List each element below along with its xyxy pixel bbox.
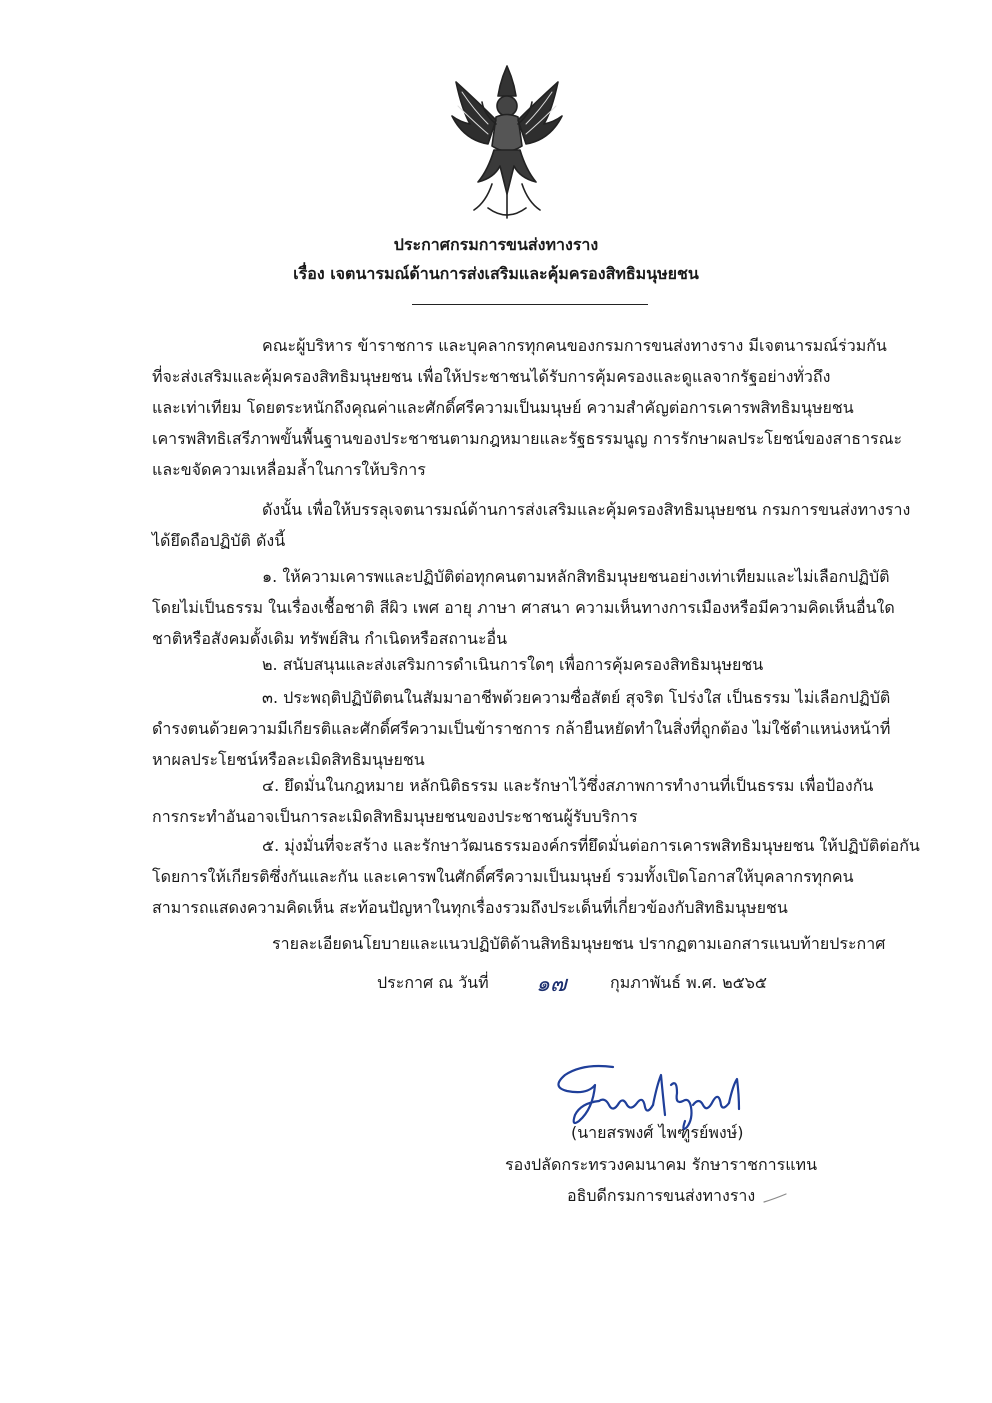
- paragraph-line: เคารพสิทธิเสรีภาพขั้นพื้นฐานของประชาชนตามกฎหมายและรัฐธรรมนูญ การรักษาผลประโยชน์ของสาธารณะ: [152, 429, 903, 448]
- list-item-line: ๕. มุ่งมั่นที่จะสร้าง และรักษาวัฒนธรรมองค์กรที่ยึดมั่นต่อการเคารพสิทธิมนุษยชน ให้ปฏิบัติต่อกัน: [262, 836, 920, 855]
- list-item-line: โดยไม่เป็นธรรม ในเรื่องเชื้อชาติ สีผิว เพศ อายุ ภาษา ศาสนา ความเห็นทางการเมืองหรือมีความคิดเห็นอื่นใด: [152, 598, 895, 617]
- paragraph-line: ที่จะส่งเสริมและคุ้มครองสิทธิมนุษยชน เพื่อให้ประชาชนได้รับการคุ้มครองและดูแลจากรัฐอย่างทั่วถึง: [152, 367, 831, 386]
- paragraph-line: และขจัดความเหลื่อมล้ำในการให้บริการ: [152, 460, 426, 479]
- paragraph-line: ได้ยึดถือปฏิบัติ ดังนี้: [152, 531, 286, 550]
- list-item-line: ๑. ให้ความเคารพและปฏิบัติต่อทุกคนตามหลักสิทธิมนุษยชนอย่างเท่าเทียมและไม่เลือกปฏิบัติ: [262, 567, 890, 586]
- list-item-line: ๒. สนับสนุนและส่งเสริมการดำเนินการใดๆ เพื่อการคุ้มครองสิทธิมนุษยชน: [262, 655, 764, 674]
- garuda-emblem-icon: [448, 62, 566, 222]
- paragraph-line: ดังนั้น เพื่อให้บรรลุเจตนารมณ์ด้านการส่งเสริมและคุ้มครองสิทธิมนุษยชน กรมการขนส่งทางราง: [262, 500, 911, 519]
- list-item-line: หาผลประโยชน์หรือละเมิดสิทธิมนุษยชน: [152, 750, 425, 769]
- paragraph-line: และเท่าเทียม โดยตระหนักถึงคุณค่าและศักดิ์ศรีความเป็นมนุษย์ ความสำคัญต่อการเคารพสิทธิมนุษยชน: [152, 398, 854, 417]
- announcement-title: ประกาศกรมการขนส่งทางราง: [393, 235, 599, 254]
- paragraph-line: คณะผู้บริหาร ข้าราชการ และบุคลากรทุกคนของกรมการขนส่งทางราง มีเจตนารมณ์ร่วมกัน: [262, 336, 887, 355]
- pen-mark-icon: [762, 1190, 788, 1206]
- signatory-name: (นายสรพงศ์ ไพฑูรย์พงษ์): [571, 1123, 744, 1142]
- signatory-acting-position: อธิบดีกรมการขนส่งทางราง: [567, 1186, 756, 1205]
- announcement-subject: เรื่อง เจตนารมณ์ด้านการส่งเสริมและคุ้มครองสิทธิมนุษยชน: [293, 264, 699, 283]
- handwritten-day: ๑๗: [536, 972, 567, 997]
- details-reference: รายละเอียดนโยบายและแนวปฏิบัติด้านสิทธิมนุษยชน ปรากฏตามเอกสารแนบท้ายประกาศ: [272, 934, 886, 953]
- list-item-line: ๔. ยึดมั่นในกฎหมาย หลักนิติธรรม และรักษาไว้ซึ่งสภาพการทำงานที่เป็นธรรม เพื่อป้องกัน: [262, 776, 874, 795]
- title-divider: [412, 304, 648, 305]
- list-item-line: ชาติหรือสังคมดั้งเดิม ทรัพย์สิน กำเนิดหรือสถานะอื่น: [152, 629, 508, 648]
- signatory-position: รองปลัดกระทรวงคมนาคม รักษาราชการแทน: [505, 1155, 817, 1174]
- list-item-line: ๓. ประพฤติปฏิบัติตนในสัมมาอาชีพด้วยความซื่อสัตย์ สุจริต โปร่งใส เป็นธรรม ไม่เลือกปฏิบัติ: [262, 688, 891, 707]
- list-item-line: โดยการให้เกียรติซึ่งกันและกัน และเคารพในศักดิ์ศรีความเป็นมนุษย์ รวมทั้งเปิดโอกาสให้บุคลากรทุกคน: [152, 867, 854, 886]
- date-month-year: กุมภาพันธ์ พ.ศ. ๒๕๖๕: [610, 973, 767, 992]
- list-item-line: สามารถแสดงความคิดเห็น สะท้อนปัญหาในทุกเรื่องรวมถึงประเด็นที่เกี่ยวข้องกับสิทธิมนุษยชน: [152, 898, 788, 917]
- list-item-line: ดำรงตนด้วยความมีเกียรติและศักดิ์ศรีความเป็นข้าราชการ กล้ายืนหยัดทำในสิ่งที่ถูกต้อง ไม่ใช้ตำแหน่งหน้าที่: [152, 719, 891, 738]
- date-prefix: ประกาศ ณ วันที่: [377, 973, 489, 992]
- list-item-line: การกระทำอันอาจเป็นการละเมิดสิทธิมนุษยชนของประชาชนผู้รับบริการ: [152, 807, 638, 826]
